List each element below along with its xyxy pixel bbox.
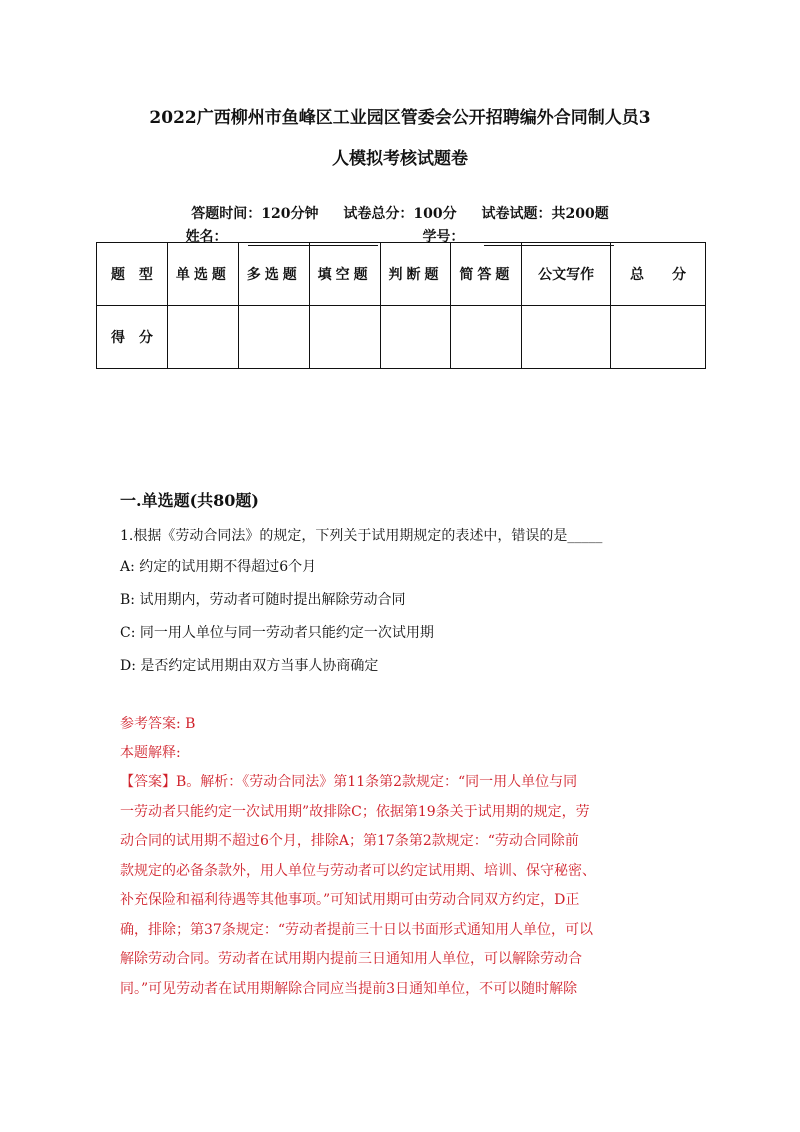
header-cell-type: 题 型 bbox=[97, 243, 168, 306]
score-cell[interactable] bbox=[451, 306, 522, 369]
score-table bbox=[96, 242, 706, 369]
header-cell-total: 总 分 bbox=[611, 243, 706, 306]
header-cell-judge: 判断题 bbox=[380, 243, 451, 306]
option-b: B: 试用期内，劳动者可随时提出解除劳动合同 bbox=[120, 592, 406, 608]
exam-question-count: 试卷试题：共200题 bbox=[481, 206, 609, 222]
explanation-line: 一劳动者只能约定一次试用期”故排除C；依据第19条关于试用期的规定，劳 bbox=[120, 803, 590, 820]
explanation-line: 款规定的必备条款外，用人单位与劳动者可以约定试用期、培训、保守秘密、 bbox=[120, 862, 596, 879]
header-cell-writing: 公文写作 bbox=[522, 243, 611, 306]
explanation bbox=[120, 768, 685, 1004]
explanation-line: 【答案】B。解析：《劳动合同法》第11条第2款规定：“同一用人单位与同 bbox=[120, 774, 578, 790]
header-cell-fill: 填空题 bbox=[309, 243, 380, 306]
explanation-line: 解除劳动合同。劳动者在试用期内提前三日通知用人单位，可以解除劳动合 bbox=[120, 951, 582, 967]
explanation-line: 动合同的试用期不超过6个月，排除A；第17条第2款规定：“劳动合同除前 bbox=[120, 833, 579, 849]
score-cell[interactable] bbox=[522, 306, 611, 369]
explanation-heading: 本题解释: bbox=[120, 745, 181, 761]
exam-title-line1: 2022广西柳州市鱼峰区工业园区管委会公开招聘编外合同制人员3 bbox=[149, 108, 651, 128]
explanation-line: 同。”可见劳动者在试用期解除合同应当提前3日通知单位，不可以随时解除 bbox=[120, 980, 578, 997]
section-title: 一.单选题(共80题) bbox=[120, 491, 259, 510]
score-cell[interactable] bbox=[167, 306, 238, 369]
question-stem: 1.根据《劳动合同法》的规定，下列关于试用期规定的表述中，错误的是_____ bbox=[120, 528, 603, 544]
score-cell[interactable] bbox=[309, 306, 380, 369]
score-table-score-row bbox=[97, 306, 706, 369]
option-d: D: 是否约定试用期由双方当事人协商确定 bbox=[120, 658, 379, 674]
exam-time: 答题时间：120分钟 bbox=[191, 206, 319, 222]
exam-title-line2: 人模拟考核试题卷 bbox=[332, 149, 468, 169]
header-cell-single: 单选题 bbox=[167, 243, 238, 306]
score-cell[interactable] bbox=[611, 306, 706, 369]
header-cell-multi: 多选题 bbox=[238, 243, 309, 306]
score-row-label: 得 分 bbox=[97, 306, 168, 369]
reference-answer: 参考答案: B bbox=[120, 716, 196, 732]
explanation-line: 补充保险和福利待遇等其他事项。”可知试用期可由劳动合同双方约定，D正 bbox=[120, 892, 580, 908]
explanation-line: 确，排除；第37条规定：“劳动者提前三十日以书面形式通知用人单位，可以 bbox=[120, 921, 593, 938]
option-c: C: 同一用人单位与同一劳动者只能约定一次试用期 bbox=[120, 625, 434, 641]
id-label: 学号： bbox=[422, 229, 465, 245]
score-cell[interactable] bbox=[238, 306, 309, 369]
header-cell-short: 简答题 bbox=[451, 243, 522, 306]
exam-total-score: 试卷总分：100分 bbox=[343, 206, 457, 222]
score-table-header-row bbox=[97, 243, 706, 306]
exam-meta bbox=[96, 203, 704, 223]
name-label: 姓名： bbox=[185, 229, 228, 245]
score-cell[interactable] bbox=[380, 306, 451, 369]
option-a: A: 约定的试用期不得超过6个月 bbox=[120, 559, 317, 575]
